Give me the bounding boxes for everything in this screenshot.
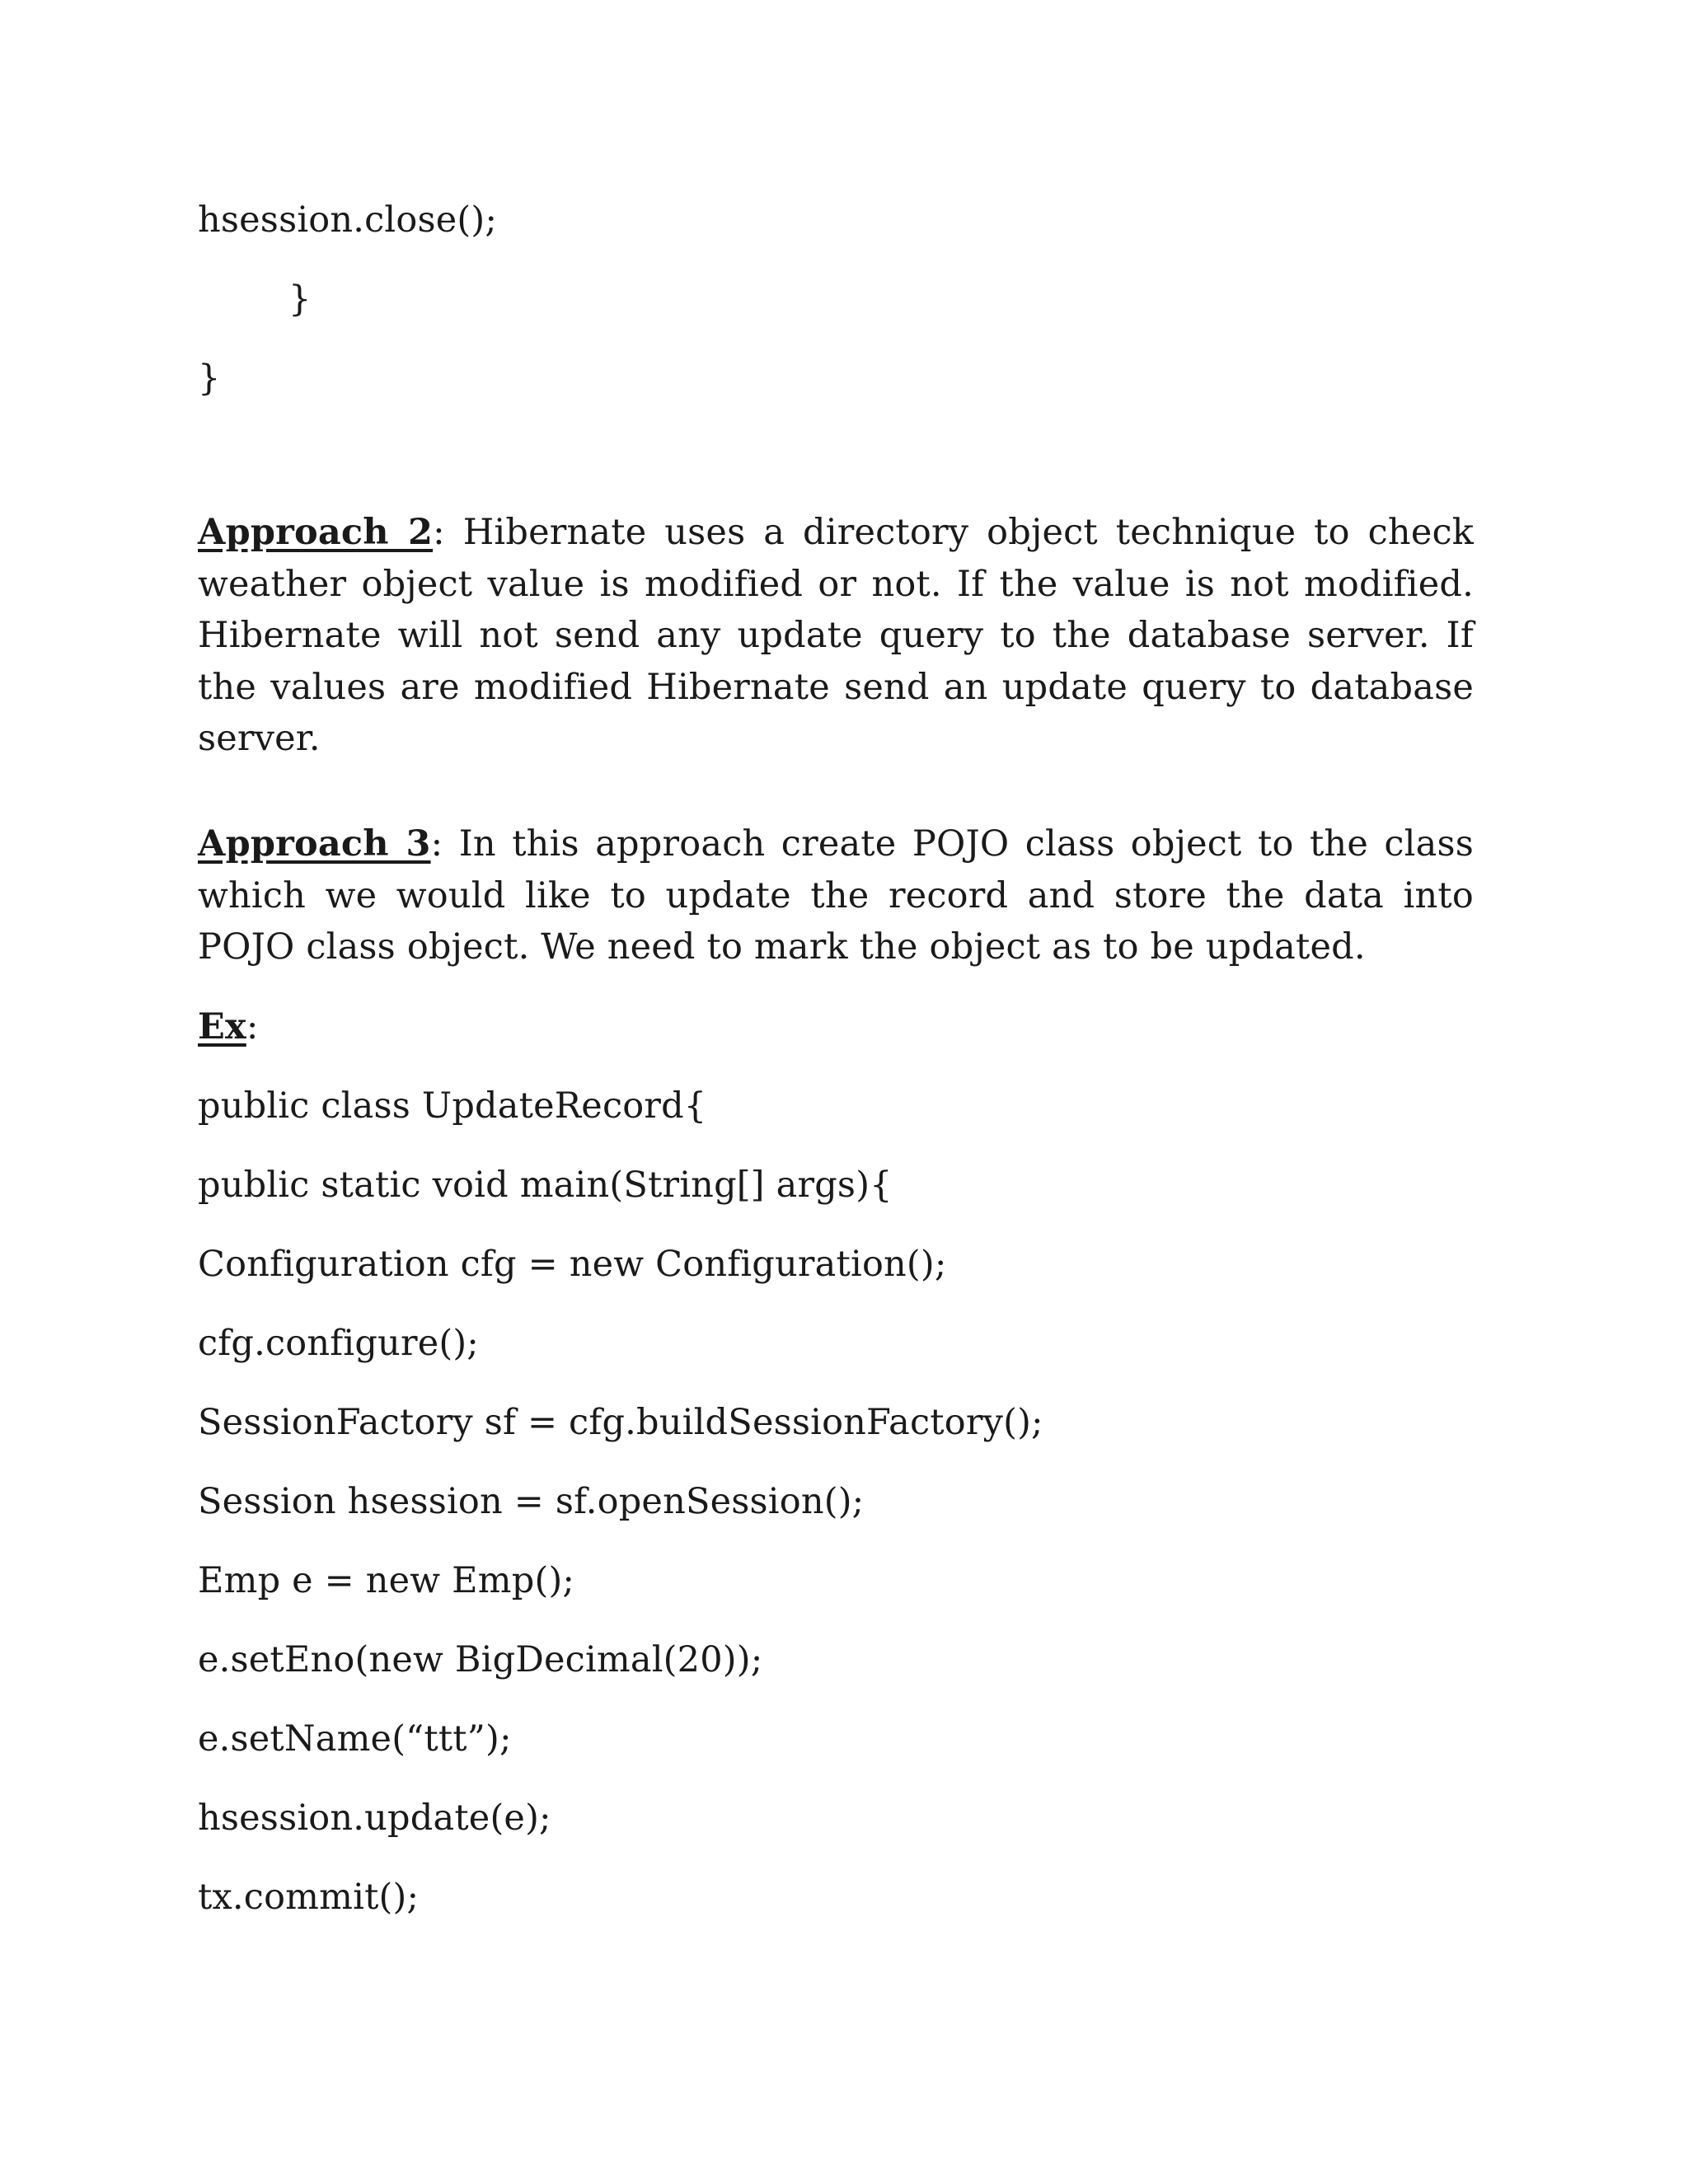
code-line: Session hsession = sf.openSession();: [198, 1481, 865, 1522]
code-line: Emp e = new Emp();: [198, 1560, 575, 1601]
code-line: SessionFactory sf = cfg.buildSessionFactory();: [198, 1402, 1043, 1443]
code-inner-closing-brace: }: [288, 279, 312, 320]
example-label-line: [198, 1001, 259, 1052]
code-outer-closing-brace: }: [198, 358, 221, 399]
approach-3-text: : In this approach create POJO class object to the class which we would like to update the record and store the data into POJO class object. We need to mark the object as to be updated.: [198, 823, 1475, 968]
example-colon: :: [246, 1006, 259, 1047]
approach-2-paragraph: [198, 507, 1474, 765]
code-line: public class UpdateRecord{: [198, 1085, 707, 1127]
approach-2-heading: Approach 2: [198, 512, 434, 553]
code-line: cfg.configure();: [198, 1323, 479, 1364]
approach-3-heading: Approach 3: [198, 823, 431, 865]
code-line: public static void main(String[] args){: [198, 1165, 893, 1206]
approach-2-text: : Hibernate uses a directory object technique to check weather object value is modified or not. If the value is not modified. Hibernate will not send any update query to the database server. If the values are modified Hibernate send an update query to database server.: [198, 512, 1475, 759]
code-line-hsession-close: hsession.close();: [198, 199, 498, 241]
code-line: Configuration cfg = new Configuration();: [198, 1244, 947, 1285]
code-line: tx.commit();: [198, 1877, 420, 1918]
code-line: e.setName(“ttt”);: [198, 1718, 512, 1760]
approach-3-paragraph: [198, 818, 1474, 973]
example-label: Ex: [198, 1006, 246, 1047]
code-line: e.setEno(new BigDecimal(20));: [198, 1639, 763, 1680]
code-line: hsession.update(e);: [198, 1797, 551, 1839]
